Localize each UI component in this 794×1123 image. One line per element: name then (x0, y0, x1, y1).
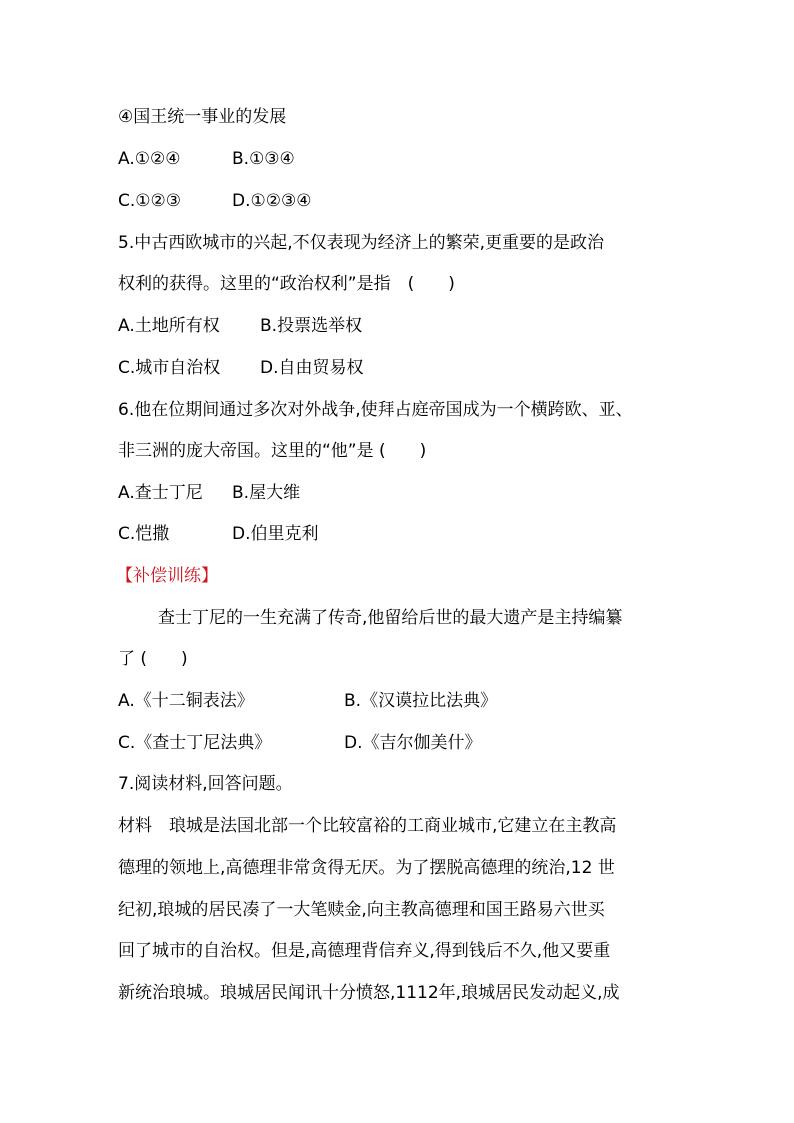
q7-material-line-5: 新统治琅城。琅城居民闻讯十分愤怒,1112年,琅城居民发动起义,成 (118, 983, 620, 1003)
compensation-option-d: D.《吉尔伽美什》 (344, 733, 482, 753)
q4-item-4: ④国王统一事业的发展 (118, 107, 287, 127)
q5-option-b: B.投票选举权 (260, 316, 363, 336)
q6-stem-line-2: 非三洲的庞大帝国。这里的“他”是 ( ) (118, 441, 427, 461)
q4-option-c: C.①②③ (118, 191, 181, 211)
compensation-option-b: B.《汉谟拉比法典》 (344, 691, 498, 711)
q6-option-a: A.查士丁尼 (118, 483, 203, 503)
q6-option-b: B.屋大维 (232, 483, 301, 503)
q4-option-b: B.①③④ (232, 149, 295, 169)
q6-stem-line-1: 6.他在位期间通过多次对外战争,使拜占庭帝国成为一个横跨欧、亚、 (118, 400, 633, 420)
q5-option-a: A.土地所有权 (118, 316, 220, 336)
q7-stem: 7.阅读材料,回答问题。 (118, 774, 293, 794)
q5-stem-line-1: 5.中古西欧城市的兴起,不仅表现为经济上的繁荣,更重要的是政治 (118, 233, 605, 253)
q6-option-c: C.恺撒 (118, 524, 170, 544)
compensation-option-c: C.《查士丁尼法典》 (118, 733, 272, 753)
compensation-stem-line-2: 了 ( ) (118, 649, 188, 669)
q7-material-line-2: 德理的领地上,高德理非常贪得无厌。为了摆脱高德理的统治,12 世 (118, 858, 615, 878)
q4-option-a: A.①②④ (118, 149, 181, 169)
q5-option-d: D.自由贸易权 (260, 358, 364, 378)
q4-option-d: D.①②③④ (232, 191, 312, 211)
q7-material-line-3: 纪初,琅城的居民凑了一大笔赎金,向主教高德理和国王路易六世买 (118, 900, 605, 920)
compensation-title: 【补偿训练】 (116, 566, 218, 586)
compensation-option-a: A.《十二铜表法》 (118, 691, 254, 711)
q6-option-d: D.伯里克利 (232, 524, 319, 544)
q7-material-line-4: 回了城市的自治权。但是,高德理背信弃义,得到钱后不久,他又要重 (118, 941, 611, 961)
compensation-stem-line-1: 查士丁尼的一生充满了传奇,他留给后世的最大遗产是主持编纂 (158, 608, 623, 628)
q5-option-c: C.城市自治权 (118, 358, 221, 378)
q5-stem-line-2: 权利的获得。这里的“政治权利”是指 ( ) (118, 274, 455, 294)
q7-material-line-1: 材料 琅城是法国北部一个比较富裕的工商业城市,它建立在主教高 (118, 816, 617, 836)
